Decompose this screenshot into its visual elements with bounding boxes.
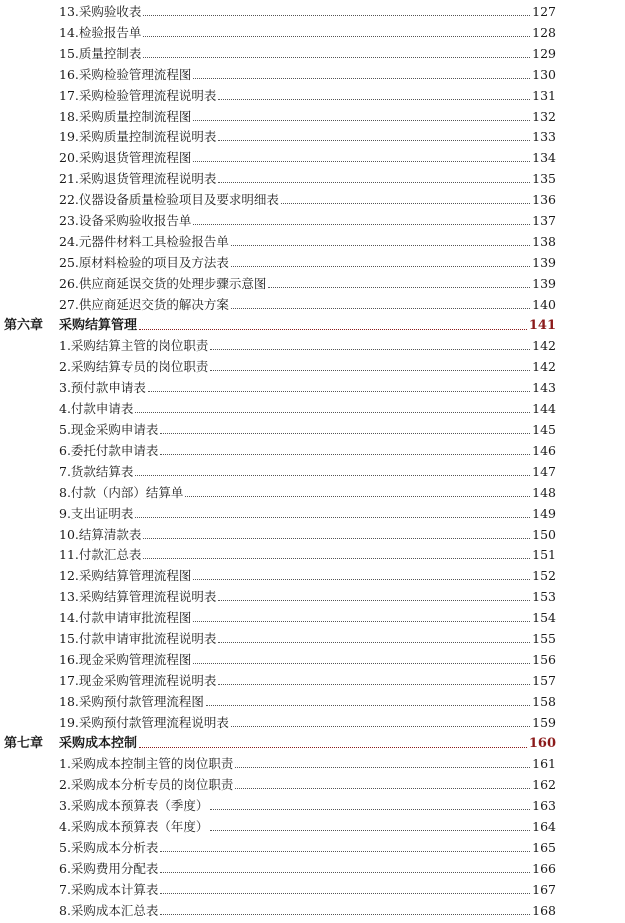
dot-leader (193, 579, 530, 580)
dot-leader (206, 705, 530, 706)
toc-entry[interactable] (0, 419, 625, 440)
dot-leader (135, 517, 530, 518)
entry-title: 21.采购退货管理流程说明表 (59, 171, 217, 187)
page-number: 133 (532, 129, 556, 145)
dot-leader (193, 161, 530, 162)
dot-leader (160, 872, 530, 873)
dot-leader (139, 747, 527, 748)
toc-entry[interactable] (0, 503, 625, 524)
toc-entry[interactable] (0, 607, 625, 628)
page-number: 160 (528, 735, 556, 751)
entry-title: 25.原材料检验的项目及方法表 (59, 254, 229, 270)
entry-title: 4.采购成本预算表（年度） (59, 819, 209, 835)
page-number: 138 (532, 233, 556, 249)
page-number: 164 (532, 819, 556, 835)
toc-entry[interactable] (0, 168, 625, 189)
dot-leader (143, 538, 530, 539)
dot-leader (160, 454, 530, 455)
entry-title: 19.采购质量控制流程说明表 (59, 129, 217, 145)
page-number: 158 (532, 693, 556, 709)
entry-title: 3.预付款申请表 (59, 380, 146, 396)
dot-leader (143, 36, 530, 37)
toc-entry[interactable] (0, 85, 625, 106)
dot-leader (231, 726, 530, 727)
toc-entry[interactable] (0, 210, 625, 231)
dot-leader (160, 433, 530, 434)
entry-title: 5.采购成本分析表 (59, 840, 159, 855)
page-number: 139 (532, 275, 556, 291)
chapter-number: 第六章 (4, 317, 44, 333)
page-number: 128 (532, 24, 556, 40)
entry-title: 13.采购结算管理流程说明表 (59, 589, 217, 605)
page-number: 144 (532, 401, 556, 417)
chapter-title: 采购成本控制 (59, 735, 138, 751)
dot-leader (143, 558, 530, 559)
page-number: 132 (532, 108, 556, 124)
entry-title: 8.采购成本汇总表 (59, 902, 159, 918)
dot-leader (210, 370, 530, 371)
page-number: 140 (532, 296, 556, 312)
entry-title: 8.付款（内部）结算单 (59, 484, 184, 500)
toc-entry[interactable] (0, 858, 625, 879)
page-number: 157 (532, 672, 556, 688)
dot-leader (218, 684, 530, 685)
dot-leader (218, 600, 530, 601)
toc-entry[interactable] (0, 670, 625, 691)
toc-entry[interactable] (0, 440, 625, 461)
entry-title: 6.委托付款申请表 (59, 442, 159, 458)
entry-title: 2.采购成本分析专员的岗位职责 (59, 777, 234, 793)
page-number: 148 (532, 484, 556, 500)
dot-leader (135, 412, 530, 413)
entry-title: 10.结算清款表 (59, 526, 142, 542)
entry-title: 1.采购成本控制主管的岗位职责 (59, 756, 234, 772)
toc-entry[interactable] (0, 398, 625, 419)
toc-entry[interactable] (0, 524, 625, 545)
toc-entry[interactable] (0, 879, 625, 900)
page-number: 131 (532, 87, 556, 103)
dot-leader (148, 391, 530, 392)
page-number: 155 (532, 631, 556, 646)
entry-title: 18.采购质量控制流程图 (59, 108, 192, 124)
dot-leader (210, 349, 530, 350)
toc-entry[interactable] (0, 1, 625, 22)
entry-title: 24.元器件材料工具检验报告单 (59, 233, 229, 249)
dot-leader (193, 621, 530, 622)
toc-entry[interactable] (0, 64, 625, 85)
toc-entry[interactable] (0, 795, 625, 816)
chapter-title: 采购结算管理 (59, 317, 138, 333)
toc-entry[interactable] (0, 273, 625, 294)
dot-leader (143, 15, 530, 16)
toc-entry[interactable] (0, 356, 625, 377)
entry-title: 1.采购结算主管的岗位职责 (59, 338, 209, 354)
page-number: 139 (532, 254, 556, 270)
dot-leader (231, 308, 530, 309)
dot-leader (218, 642, 530, 643)
page-number: 146 (532, 442, 556, 458)
entry-title: 27.供应商延迟交货的解决方案 (59, 296, 229, 312)
entry-title: 11.付款汇总表 (59, 547, 142, 563)
page-number: 161 (532, 756, 556, 772)
toc-entry[interactable] (0, 482, 625, 503)
dot-leader (231, 266, 530, 267)
entry-title: 3.采购成本预算表（季度） (59, 798, 209, 814)
entry-title: 17.采购检验管理流程说明表 (59, 87, 217, 103)
entry-title: 17.现金采购管理流程说明表 (59, 672, 217, 688)
toc-entry[interactable] (0, 837, 625, 858)
dot-leader (143, 57, 530, 58)
dot-leader (160, 893, 530, 894)
entry-title: 15.质量控制表 (59, 45, 142, 61)
page-number: 163 (532, 798, 556, 814)
toc-entry[interactable] (0, 649, 625, 670)
toc-entry[interactable] (0, 335, 625, 356)
entry-title: 15.付款申请审批流程说明表 (59, 631, 217, 646)
dot-leader (135, 475, 530, 476)
page-number: 129 (532, 45, 556, 61)
entry-title: 13.采购验收表 (59, 4, 142, 19)
toc-entry[interactable] (0, 294, 625, 315)
toc-entry[interactable] (0, 252, 625, 273)
page-number: 154 (532, 610, 556, 626)
toc-entry[interactable] (0, 147, 625, 168)
dot-leader (218, 99, 530, 100)
dot-leader (235, 767, 530, 768)
entry-title: 14.付款申请审批流程图 (59, 610, 192, 626)
dot-leader (193, 224, 530, 225)
dot-leader (218, 182, 530, 183)
toc-entry[interactable] (0, 189, 625, 210)
toc-chapter-heading[interactable] (0, 733, 625, 754)
dot-leader (160, 851, 530, 852)
page-number: 168 (532, 902, 556, 918)
toc-entry[interactable] (0, 43, 625, 64)
page-number: 159 (532, 714, 556, 730)
entry-title: 2.采购结算专员的岗位职责 (59, 359, 209, 375)
entry-title: 20.采购退货管理流程图 (59, 150, 192, 166)
entry-title: 9.支出证明表 (59, 505, 134, 521)
toc-entry[interactable] (0, 22, 625, 43)
toc-entry[interactable] (0, 126, 625, 147)
entry-title: 7.采购成本计算表 (59, 881, 159, 897)
page-number: 149 (532, 505, 556, 521)
entry-title: 16.现金采购管理流程图 (59, 651, 192, 667)
entry-title: 5.现金采购申请表 (59, 422, 159, 437)
page-number: 147 (532, 463, 556, 479)
dot-leader (185, 496, 530, 497)
toc-entry[interactable] (0, 900, 625, 921)
page-number: 167 (532, 881, 556, 897)
page-number: 136 (532, 192, 556, 208)
entry-title: 16.采购检验管理流程图 (59, 66, 192, 82)
toc-entry[interactable] (0, 774, 625, 795)
entry-title: 22.仪器设备质量检验项目及要求明细表 (59, 192, 279, 208)
toc-entry[interactable] (0, 691, 625, 712)
dot-leader (231, 245, 530, 246)
page-number: 130 (532, 66, 556, 82)
toc-chapter-heading[interactable] (0, 315, 625, 336)
page-number: 135 (532, 171, 556, 187)
page-number: 165 (532, 840, 556, 855)
entry-title: 23.设备采购验收报告单 (59, 213, 192, 228)
dot-leader (139, 329, 527, 330)
page-number: 150 (532, 526, 556, 542)
toc-entry[interactable] (0, 816, 625, 837)
toc-entry[interactable] (0, 544, 625, 565)
entry-title: 4.付款申请表 (59, 401, 134, 417)
page-number: 142 (532, 338, 556, 354)
dot-leader (193, 120, 530, 121)
page-number: 145 (532, 422, 556, 437)
dot-leader (193, 78, 530, 79)
toc-entry[interactable] (0, 628, 625, 649)
page-number: 152 (532, 568, 556, 584)
dot-leader (193, 663, 530, 664)
entry-title: 18.采购预付款管理流程图 (59, 693, 204, 709)
dot-leader (160, 914, 530, 915)
dot-leader (268, 287, 530, 288)
page-number: 151 (532, 547, 556, 563)
dot-leader (281, 203, 530, 204)
toc-entry[interactable] (0, 377, 625, 398)
page-number: 127 (532, 4, 556, 19)
dot-leader (210, 809, 530, 810)
toc-entry[interactable] (0, 712, 625, 733)
page-number: 143 (532, 380, 556, 396)
page-number: 153 (532, 589, 556, 605)
dot-leader (210, 830, 530, 831)
entry-title: 7.货款结算表 (59, 463, 134, 479)
page-number: 137 (532, 213, 556, 228)
page-number: 142 (532, 359, 556, 375)
toc-entry[interactable] (0, 586, 625, 607)
toc-entry[interactable] (0, 461, 625, 482)
page-number: 162 (532, 777, 556, 793)
chapter-number: 第七章 (4, 735, 44, 751)
page-number: 141 (528, 317, 556, 333)
toc-entry[interactable] (0, 565, 625, 586)
toc-entry[interactable] (0, 106, 625, 127)
entry-title: 26.供应商延误交货的处理步骤示意图 (59, 275, 267, 291)
page-number: 156 (532, 651, 556, 667)
entry-title: 12.采购结算管理流程图 (59, 568, 192, 584)
page-number: 134 (532, 150, 556, 166)
dot-leader (218, 140, 530, 141)
toc-entry[interactable] (0, 231, 625, 252)
entry-title: 19.采购预付款管理流程说明表 (59, 714, 229, 730)
dot-leader (235, 788, 530, 789)
toc-entry[interactable] (0, 753, 625, 774)
entry-title: 6.采购费用分配表 (59, 860, 159, 876)
page-number: 166 (532, 860, 556, 876)
entry-title: 14.检验报告单 (59, 24, 142, 40)
